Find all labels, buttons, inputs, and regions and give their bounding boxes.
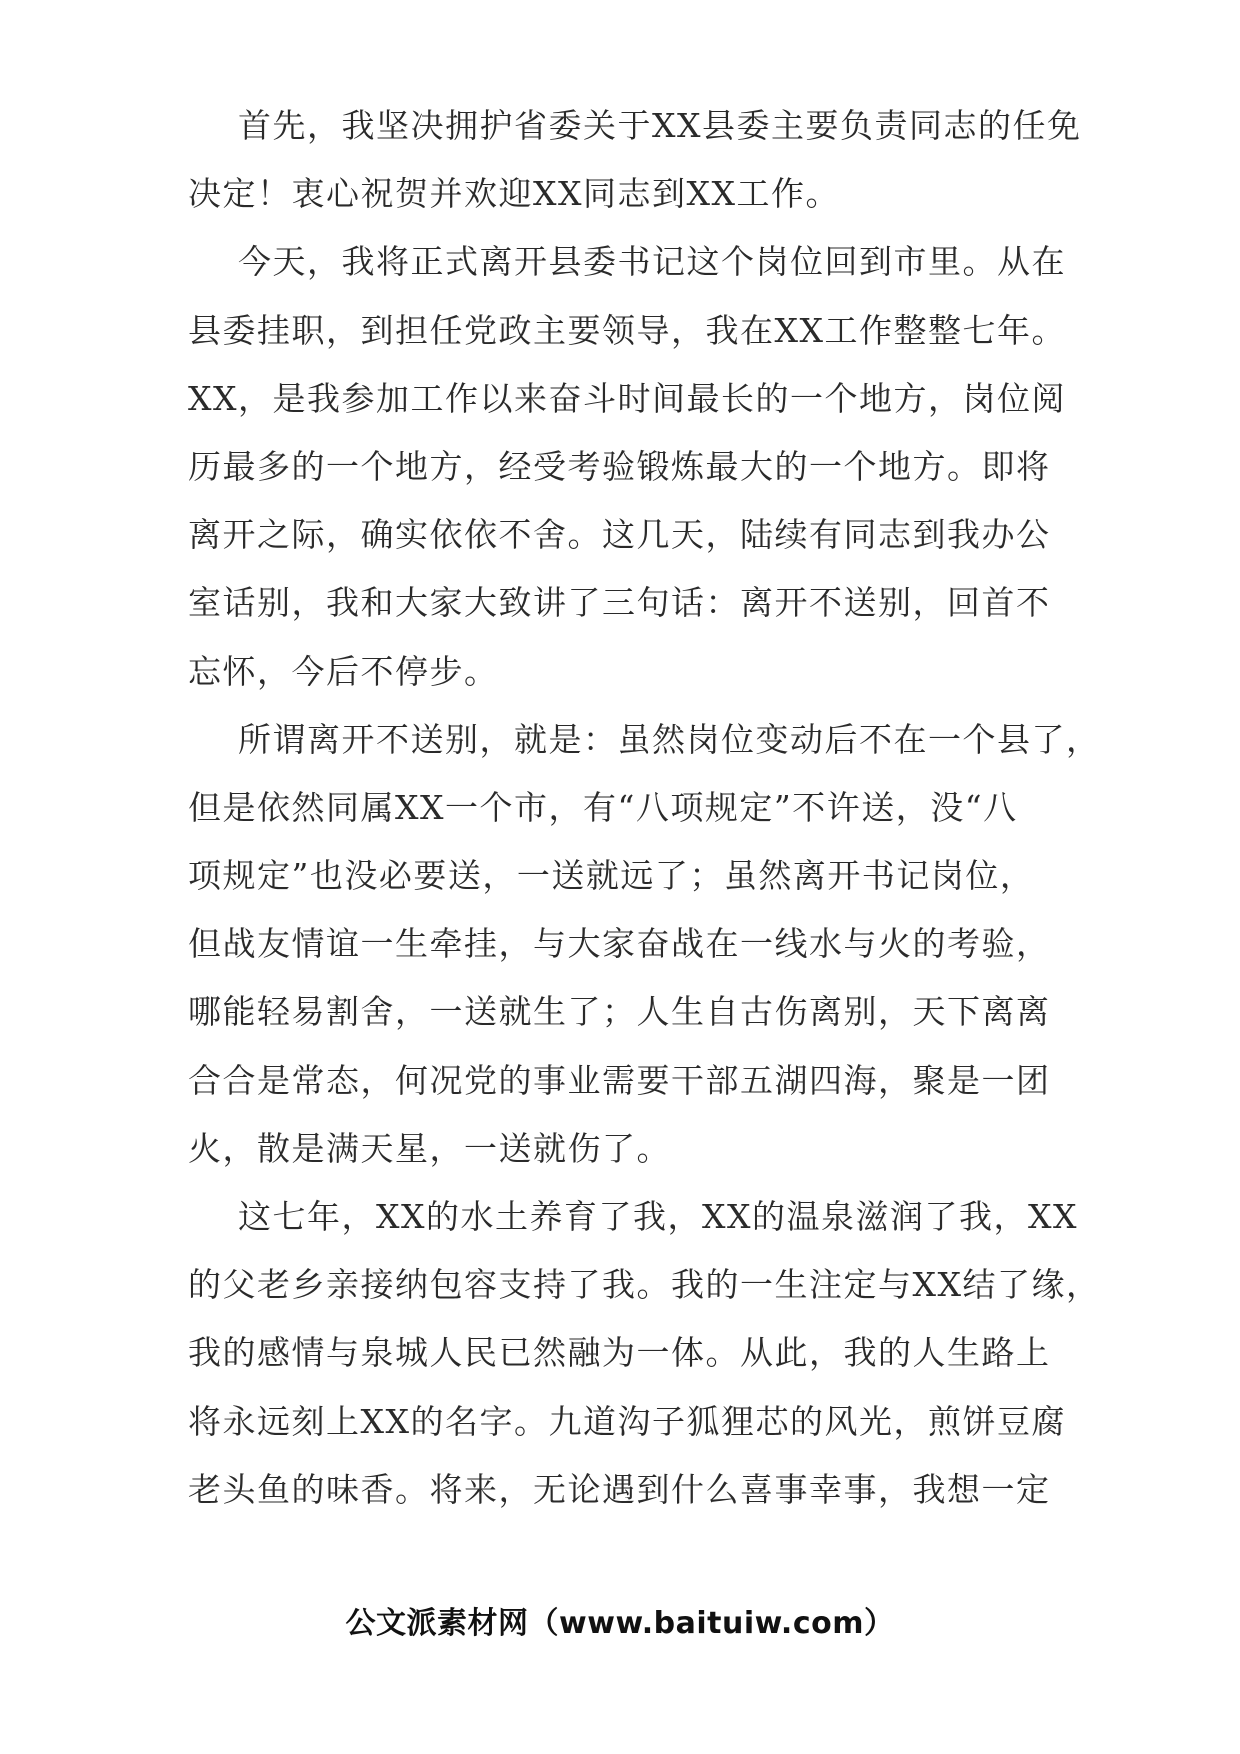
text-line: 室话别，我和大家大致讲了三句话：离开不送别，回首不 bbox=[188, 583, 1051, 623]
text-line: 但是依然同属XX一个市，有“八项规定”不许送，没“八 bbox=[188, 787, 1018, 827]
text-line: 忘怀，今后不停步。 bbox=[188, 651, 499, 691]
text-line: 将永远刻上XX的名字。九道沟子狐狸芯的风光，煎饼豆腐 bbox=[188, 1401, 1066, 1441]
document-body bbox=[188, 92, 1101, 1524]
text-line: 所谓离开不送别，就是：虽然岗位变动后不在一个县了， bbox=[238, 719, 1101, 759]
text-line: 合合是常态，何况党的事业需要干部五湖四海，聚是一团 bbox=[188, 1060, 1051, 1100]
text-line: 项规定”也没必要送，一送就远了；虽然离开书记岗位， bbox=[188, 856, 1035, 896]
text-line: 首先，我坚决拥护省委关于XX县委主要负责同志的任免 bbox=[238, 106, 1082, 145]
text-line: 火，散是满天星，一送就伤了。 bbox=[188, 1128, 671, 1168]
text-line: 但战友情谊一生牵挂，与大家奋战在一线水与火的考验， bbox=[188, 924, 1051, 964]
text-line: 这七年，XX的水土养育了我，XX的温泉滋润了我，XX bbox=[238, 1197, 1078, 1236]
text-line: XX，是我参加工作以来奋斗时间最长的一个地方，岗位阅 bbox=[188, 378, 1066, 418]
text-line: 我的感情与泉城人民已然融为一体。从此，我的人生路上 bbox=[188, 1333, 1051, 1373]
footer-watermark: 公文派素材网（www.baituiw.com） bbox=[345, 1606, 895, 1641]
text-line: 离开之际，确实依依不舍。这几天，陆续有同志到我办公 bbox=[188, 515, 1051, 555]
text-line: 哪能轻易割舍，一送就生了；人生自古伤离别，天下离离 bbox=[188, 992, 1051, 1032]
text-line: 决定！衷心祝贺并欢迎XX同志到XX工作。 bbox=[188, 174, 840, 214]
text-line: 历最多的一个地方，经受考验锻炼最大的一个地方。即将 bbox=[188, 446, 1051, 486]
text-line: 的父老乡亲接纳包容支持了我。我的一生注定与XX结了缘， bbox=[188, 1265, 1101, 1305]
text-line: 县委挂职，到担任党政主要领导，我在XX工作整整七年。 bbox=[188, 310, 1066, 350]
text-line: 老头鱼的味香。将来，无论遇到什么喜事幸事，我想一定 bbox=[188, 1469, 1051, 1509]
text-line: 今天，我将正式离开县委书记这个岗位回到市里。从在 bbox=[238, 242, 1066, 282]
